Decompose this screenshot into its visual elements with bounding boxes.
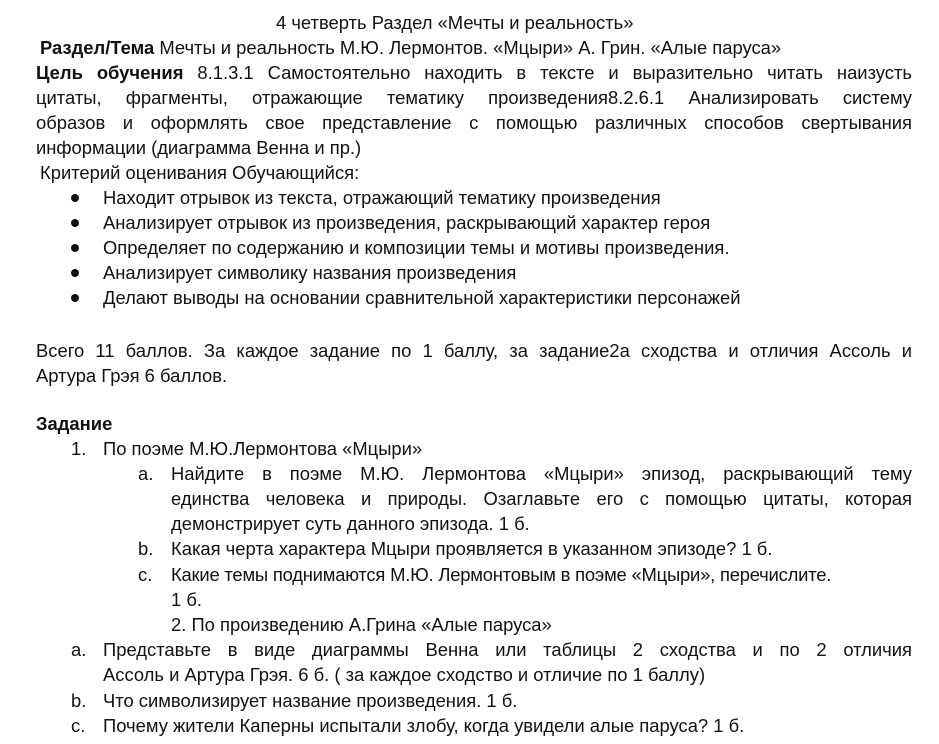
task2-item-c-marker: c. [71, 715, 86, 736]
task1-item-b-marker: b. [138, 538, 154, 559]
task1-title: По поэме М.Ю.Лермонтова «Мцыри» [103, 438, 423, 459]
bullet-icon [71, 194, 79, 202]
criteria-item: Находит отрывок из текста, отражающий тематику произведения [103, 187, 661, 208]
goal-text: 8.1.3.1 Самостоятельно находить в тексте и выразительно читать наизусть [183, 62, 912, 83]
section-line [40, 35, 781, 60]
task1-item-a-line: демонстрирует суть данного эпизода. 1 б. [171, 513, 530, 534]
task1-item-c-marker: c. [138, 564, 153, 585]
goal-line-4: информации (диаграмма Венна и пр.) [36, 137, 362, 158]
criteria-item: Анализирует символику названия произведения [103, 262, 517, 283]
criteria-item: Анализирует отрывок из произведения, раскрывающий характер героя [103, 212, 711, 233]
task2-item-b-line: Что символизирует название произведения. 1 б. [103, 690, 518, 711]
task2-item-c-line: Почему жители Каперны испытали злобу, когда увидели алые паруса? 1 б. [103, 715, 745, 736]
task2-item-a-line: Ассоль и Артура Грэя. 6 б. ( за каждое сходство и отличие по 1 баллу) [103, 664, 706, 685]
task1-item-a-line: единства человека и природы. Озаглавьте его с помощью цитаты, которая [171, 488, 912, 509]
task1-item-a-line: Найдите в поэме М.Ю. Лермонтова «Мцыри» эпизод, раскрывающий тему [171, 463, 912, 484]
bullet-icon [71, 269, 79, 277]
task2-title: 2. По произведению А.Грина «Алые паруса» [171, 614, 552, 635]
score-line-2: Артура Грэя 6 баллов. [36, 365, 228, 386]
task2-item-b-marker: b. [71, 690, 87, 711]
bullet-icon [71, 294, 79, 302]
section-label: Раздел/Тема [40, 37, 155, 58]
bullet-icon [71, 244, 79, 252]
task1-item-b-line: Какая черта характера Мцыри проявляется в указанном эпизоде? 1 б. [171, 538, 773, 559]
document-header: 4 четверть Раздел «Мечты и реальность» [276, 12, 634, 33]
goal-line-1 [36, 60, 912, 85]
bullet-icon [71, 219, 79, 227]
task1-item-c-line: 1 б. [171, 589, 202, 610]
task-title: Задание [36, 413, 113, 434]
criteria-item: Определяет по содержанию и композиции темы и мотивы произведения. [103, 237, 730, 258]
task1-number: 1. [71, 438, 87, 459]
score-line-1: Всего 11 баллов. За каждое задание по 1 баллу, за задание2а сходства и отличия Ассоль и [36, 340, 912, 361]
section-value: Мечты и реальность М.Ю. Лермонтов. «Мцыри» А. Грин. «Алые паруса» [154, 37, 782, 58]
task2-item-a-line: Представьте в виде диаграммы Венна или таблицы 2 сходства и по 2 отличия [103, 639, 912, 660]
task1-item-c-line: Какие темы поднимаются М.Ю. Лермонтовым в поэме «Мцыри», перечислите. [171, 564, 832, 585]
goal-line-2: цитаты, фрагменты, отражающие тематику произведения8.2.6.1 Анализировать систему [36, 87, 912, 108]
criteria-item: Делают выводы на основании сравнительной характеристики персонажей [103, 287, 741, 308]
goal-line-3: образов и оформлять свое представление с помощью различных способов свертывания [36, 112, 912, 133]
goal-label: Цель обучения [36, 62, 184, 83]
criteria-title: Критерий оценивания Обучающийся: [40, 162, 360, 183]
task1-item-a-marker: a. [138, 463, 154, 484]
task2-item-a-marker: a. [71, 639, 87, 660]
